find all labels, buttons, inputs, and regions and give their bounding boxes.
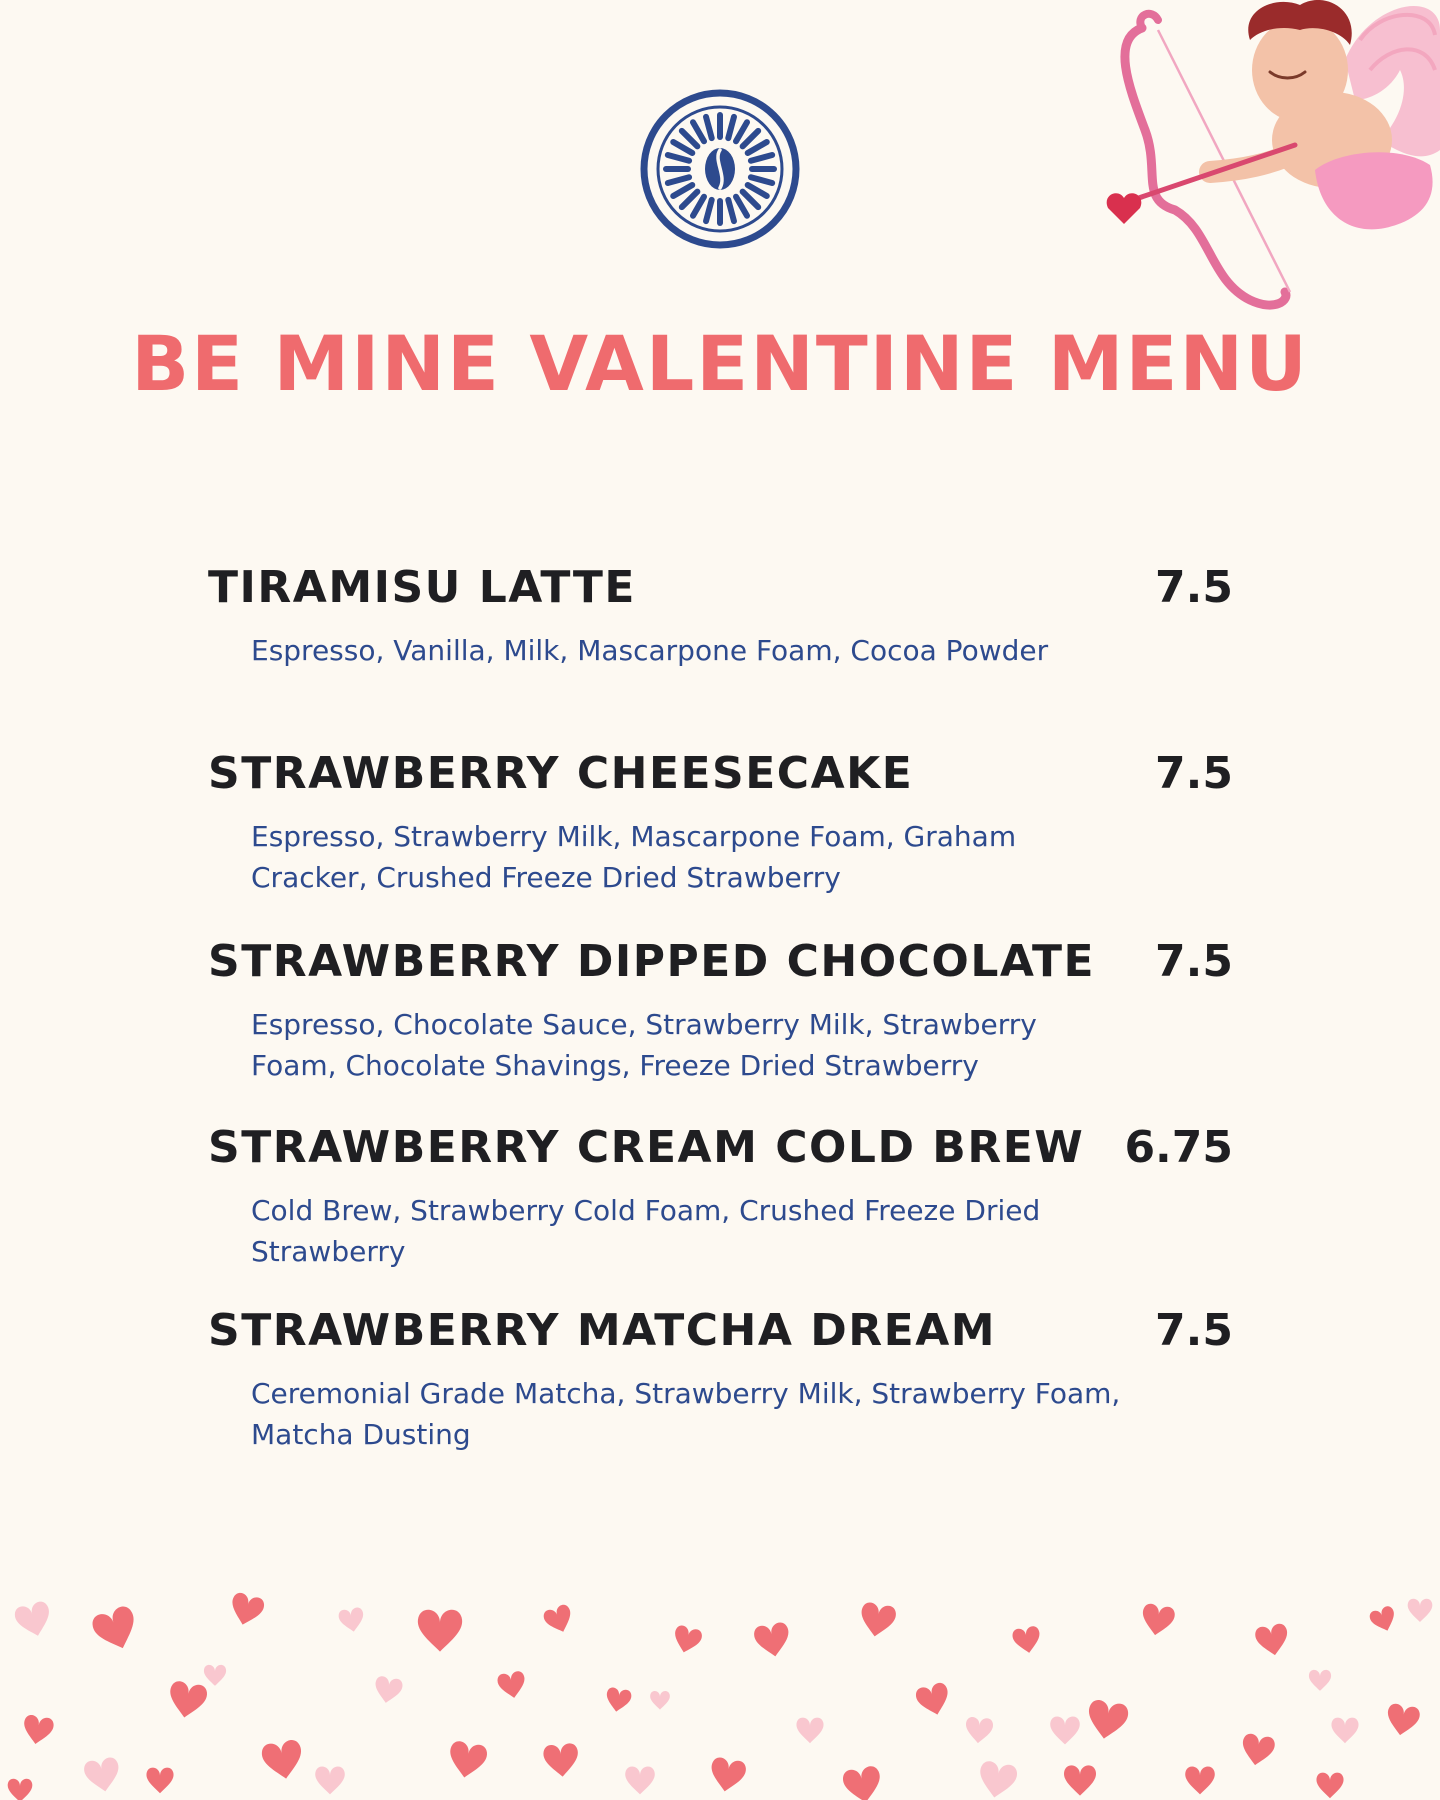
heart-icon	[1331, 1718, 1358, 1744]
heart-icon	[227, 1591, 266, 1629]
menu-item	[208, 560, 1233, 671]
heart-icon	[796, 1718, 823, 1744]
heart-icon	[625, 1766, 655, 1794]
menu-item	[208, 1120, 1233, 1272]
menu-item	[208, 1303, 1233, 1455]
item-name: STRAWBERRY CREAM COLD BREW	[208, 1122, 1085, 1173]
heart-icon	[708, 1756, 748, 1794]
heart-icon	[166, 1680, 208, 1721]
heart-icon	[1309, 1670, 1331, 1691]
heart-icon	[1316, 1773, 1343, 1799]
cupid-illustration-icon	[1100, 0, 1440, 330]
heart-icon	[338, 1607, 366, 1634]
menu-title: BE MINE VALENTINE MENU	[131, 319, 1309, 408]
heart-icon	[858, 1601, 898, 1639]
heart-icon	[446, 1740, 488, 1781]
heart-icon	[1064, 1765, 1096, 1795]
heart-icon	[204, 1665, 226, 1686]
item-description: Espresso, Strawberry Milk, Mascarpone Foam, Graham Cracker, Crushed Freeze Dried Strawberry	[251, 820, 1017, 894]
heart-icon	[90, 1604, 143, 1656]
heart-icon	[372, 1675, 403, 1705]
item-description: Espresso, Vanilla, Milk, Mascarpone Foam, Cocoa Powder	[251, 634, 1049, 667]
heart-icon	[964, 1716, 993, 1744]
heart-icon	[13, 1600, 55, 1640]
hearts-border-icon	[0, 1580, 1440, 1800]
item-description: Espresso, Chocolate Sauce, Strawberry Milk, Strawberry Foam, Chocolate Shavings, Freeze Dried Strawberry	[251, 1008, 1037, 1082]
heart-icon	[1408, 1599, 1433, 1622]
coffee-bean-sun-logo-icon	[639, 88, 801, 250]
heart-icon	[315, 1766, 345, 1794]
item-price: 6.75	[1124, 1122, 1233, 1173]
heart-icon	[650, 1691, 670, 1710]
item-name: TIRAMISU LATTE	[208, 562, 636, 613]
item-description: Ceremonial Grade Matcha, Strawberry Milk, Strawberry Foam, Matcha Dusting	[251, 1377, 1121, 1451]
heart-icon	[418, 1610, 462, 1652]
heart-icon	[1368, 1605, 1399, 1635]
heart-icon	[8, 1779, 33, 1800]
heart-icon	[1084, 1699, 1129, 1743]
heart-icon	[1050, 1716, 1080, 1744]
heart-icon	[671, 1624, 704, 1656]
item-description: Cold Brew, Strawberry Cold Foam, Crushed Freeze Dried Strawberry	[251, 1194, 1041, 1268]
heart-icon	[1011, 1625, 1042, 1655]
item-price: 7.5	[1155, 936, 1233, 987]
heart-icon	[1254, 1623, 1291, 1658]
heart-icon	[543, 1743, 580, 1778]
item-price: 7.5	[1155, 748, 1233, 799]
menu-item	[208, 746, 1233, 898]
heart-icon	[260, 1739, 305, 1783]
heart-icon	[604, 1687, 632, 1714]
heart-icon	[841, 1765, 883, 1800]
item-price: 7.5	[1155, 1305, 1233, 1356]
item-name: STRAWBERRY DIPPED CHOCOLATE	[208, 936, 1096, 987]
heart-icon	[542, 1603, 576, 1636]
heart-icon	[1384, 1703, 1421, 1738]
heart-icon	[21, 1714, 55, 1747]
heart-icon	[1185, 1766, 1215, 1794]
item-name: STRAWBERRY MATCHA DREAM	[208, 1305, 997, 1356]
heart-icon	[83, 1756, 123, 1794]
heart-icon	[496, 1670, 527, 1700]
heart-icon	[753, 1621, 793, 1659]
item-name: STRAWBERRY CHEESECAKE	[208, 748, 914, 799]
menu-item	[208, 934, 1233, 1086]
heart-icon	[1139, 1603, 1176, 1638]
heart-icon	[146, 1768, 173, 1794]
heart-icon	[1239, 1733, 1276, 1768]
item-price: 7.5	[1155, 562, 1233, 613]
heart-icon	[914, 1681, 953, 1719]
heart-icon	[976, 1760, 1018, 1800]
